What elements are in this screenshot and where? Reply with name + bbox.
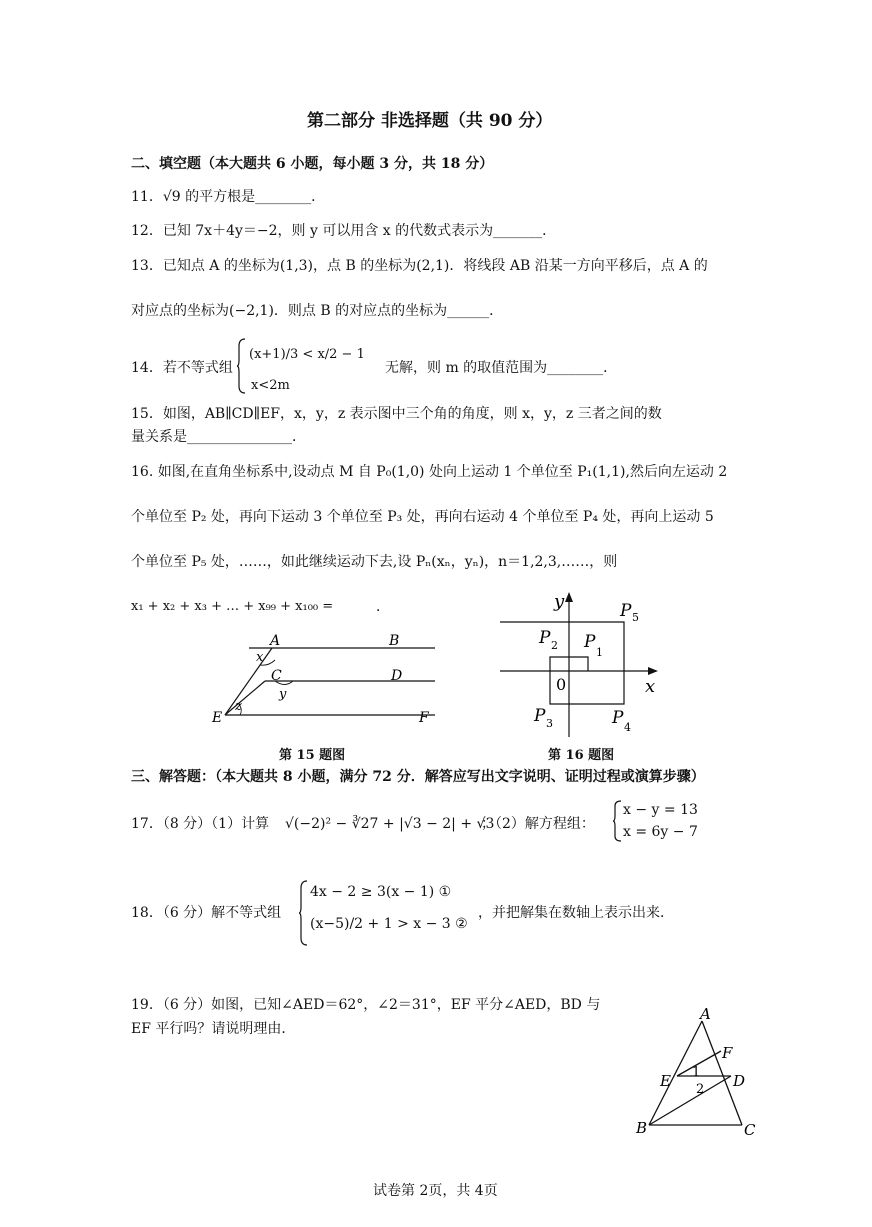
question-15-line-1: 15．如图，AB∥CD∥EF，x，y，z 表示图中三个角的角度，则 x，y，z 三者之间的数 xyxy=(131,406,662,422)
label-b: B xyxy=(636,1119,648,1137)
label-p3: P xyxy=(534,706,546,726)
label-p1-sub: 1 xyxy=(596,646,603,659)
label-p5: P xyxy=(620,601,632,621)
system-brace xyxy=(236,338,246,394)
label-p5-sub: 5 xyxy=(632,611,639,624)
question-18-inequality-2: (x−5)/2 + 1 > x − 3 ② xyxy=(310,916,468,932)
label-p2: P xyxy=(539,628,551,648)
question-17-equation-2: x = 6y − 7 xyxy=(623,824,698,840)
label-e: E xyxy=(660,1072,671,1090)
question-17-prefix: 17．（8 分）（1）计算 xyxy=(131,816,270,832)
question-17-part-2: ；（2）解方程组： xyxy=(481,816,595,832)
question-11: 11．√9 的平方根是________． xyxy=(131,189,326,205)
y-axis-arrow xyxy=(565,592,573,602)
question-14-prefix: 14．若不等式组 xyxy=(131,360,233,376)
question-18-prefix: 18．（6 分）解不等式组 xyxy=(131,905,282,921)
label-angle-1: 1 xyxy=(692,1065,701,1080)
figure-15-caption: 第 15 题图 xyxy=(279,748,346,763)
question-16-end-mark: ． xyxy=(376,599,390,615)
question-12: 12．已知 7x＋4y＝−2，则 y 可以用含 x 的代数式表示为_______． xyxy=(131,223,557,239)
section-2-heading: 二、填空题（本大题共 6 小题，每小题 3 分，共 18 分） xyxy=(131,156,494,172)
question-13-line-2: 对应点的坐标为(−2,1)．则点 B 的对应点的坐标为______． xyxy=(131,303,504,319)
question-14-suffix: 无解，则 m 的取值范围为________． xyxy=(385,360,618,376)
system-brace xyxy=(612,800,622,842)
label-p1: P xyxy=(584,632,596,652)
question-16-sum: x₁ + x₂ + x₃ + … + x₉₉ + x₁₀₀ = xyxy=(131,599,334,614)
label-angle-2: 2 xyxy=(696,1082,705,1097)
x-axis-arrow xyxy=(648,667,658,675)
label-d: D xyxy=(733,1072,746,1090)
question-19-line-2: EF 平行吗？请说明理由． xyxy=(131,1021,296,1037)
question-18-suffix: ，并把解集在数轴上表示出来． xyxy=(478,905,674,921)
label-p2-sub: 2 xyxy=(551,639,558,652)
question-18-inequality-1: 4x − 2 ≥ 3(x − 1) ① xyxy=(310,884,452,900)
figure-15 xyxy=(205,628,445,728)
question-17-equation-1: x − y = 13 xyxy=(623,802,698,818)
label-a: A xyxy=(700,1005,711,1023)
label-p4: P xyxy=(612,708,624,728)
page-title: 第二部分 非选择题（共 90 分） xyxy=(307,111,553,131)
question-16-line-2: 个单位至 P₂ 处，再向下运动 3 个单位至 P₃ 处，再向右运动 4 个单位至 P₄ 处，再向上运动 5 xyxy=(131,509,714,525)
system-brace xyxy=(298,880,308,946)
label-x: x xyxy=(256,650,264,665)
question-14-inequality-2: x<2m xyxy=(251,378,290,393)
label-e: E xyxy=(212,710,223,726)
label-p3-sub: 3 xyxy=(546,717,553,730)
label-z: z xyxy=(235,699,242,714)
figure-16 xyxy=(496,585,666,740)
question-15-line-2: 量关系是_______________． xyxy=(131,429,306,445)
label-b: B xyxy=(389,633,400,649)
label-a: A xyxy=(270,633,281,649)
label-d: D xyxy=(391,668,403,684)
label-x-axis: x xyxy=(645,676,656,697)
label-f: F xyxy=(722,1044,733,1062)
label-p4-sub: 4 xyxy=(624,721,631,734)
question-16-line-3: 个单位至 P₅ 处，……，如此继续运动下去,设 Pₙ(xₙ，yₙ)，n＝1,2,3,……，则 xyxy=(131,554,618,570)
label-origin: 0 xyxy=(556,675,567,694)
question-13-line-1: 13．已知点 A 的坐标为(1,3)，点 B 的坐标为(2,1)．将线段 AB 沿某一方向平移后，点 A 的 xyxy=(131,258,708,274)
label-y-axis: y xyxy=(554,591,565,612)
section-3-heading: 三、解答题：（本大题共 8 小题，满分 72 分．解答应写出文字说明、证明过程或演算步骤） xyxy=(131,769,705,785)
figure-16-caption: 第 16 题图 xyxy=(548,748,615,763)
page-footer: 试卷第 2页，共 4页 xyxy=(373,1183,498,1199)
question-14-inequality-1: (x+1)/3 < x/2 − 1 xyxy=(249,347,365,362)
question-19-line-1: 19．（6 分）如图，已知∠AED＝62°，∠2＝31°，EF 平分∠AED，BD 与 xyxy=(131,997,601,1013)
question-16-line-1: 16. 如图,在直角坐标系中,设动点 M 自 P₀(1,0) 处向上运动 1 个单位至 P₁(1,1),然后向左运动 2 xyxy=(131,464,728,480)
label-y: y xyxy=(279,687,287,702)
label-c: C xyxy=(744,1121,756,1138)
label-c: C xyxy=(271,668,282,684)
question-17-expression: √(−2)² − ∛27 + |√3 − 2| + √3 xyxy=(285,816,495,832)
label-f: F xyxy=(419,710,429,726)
figure-19 xyxy=(630,1004,765,1138)
